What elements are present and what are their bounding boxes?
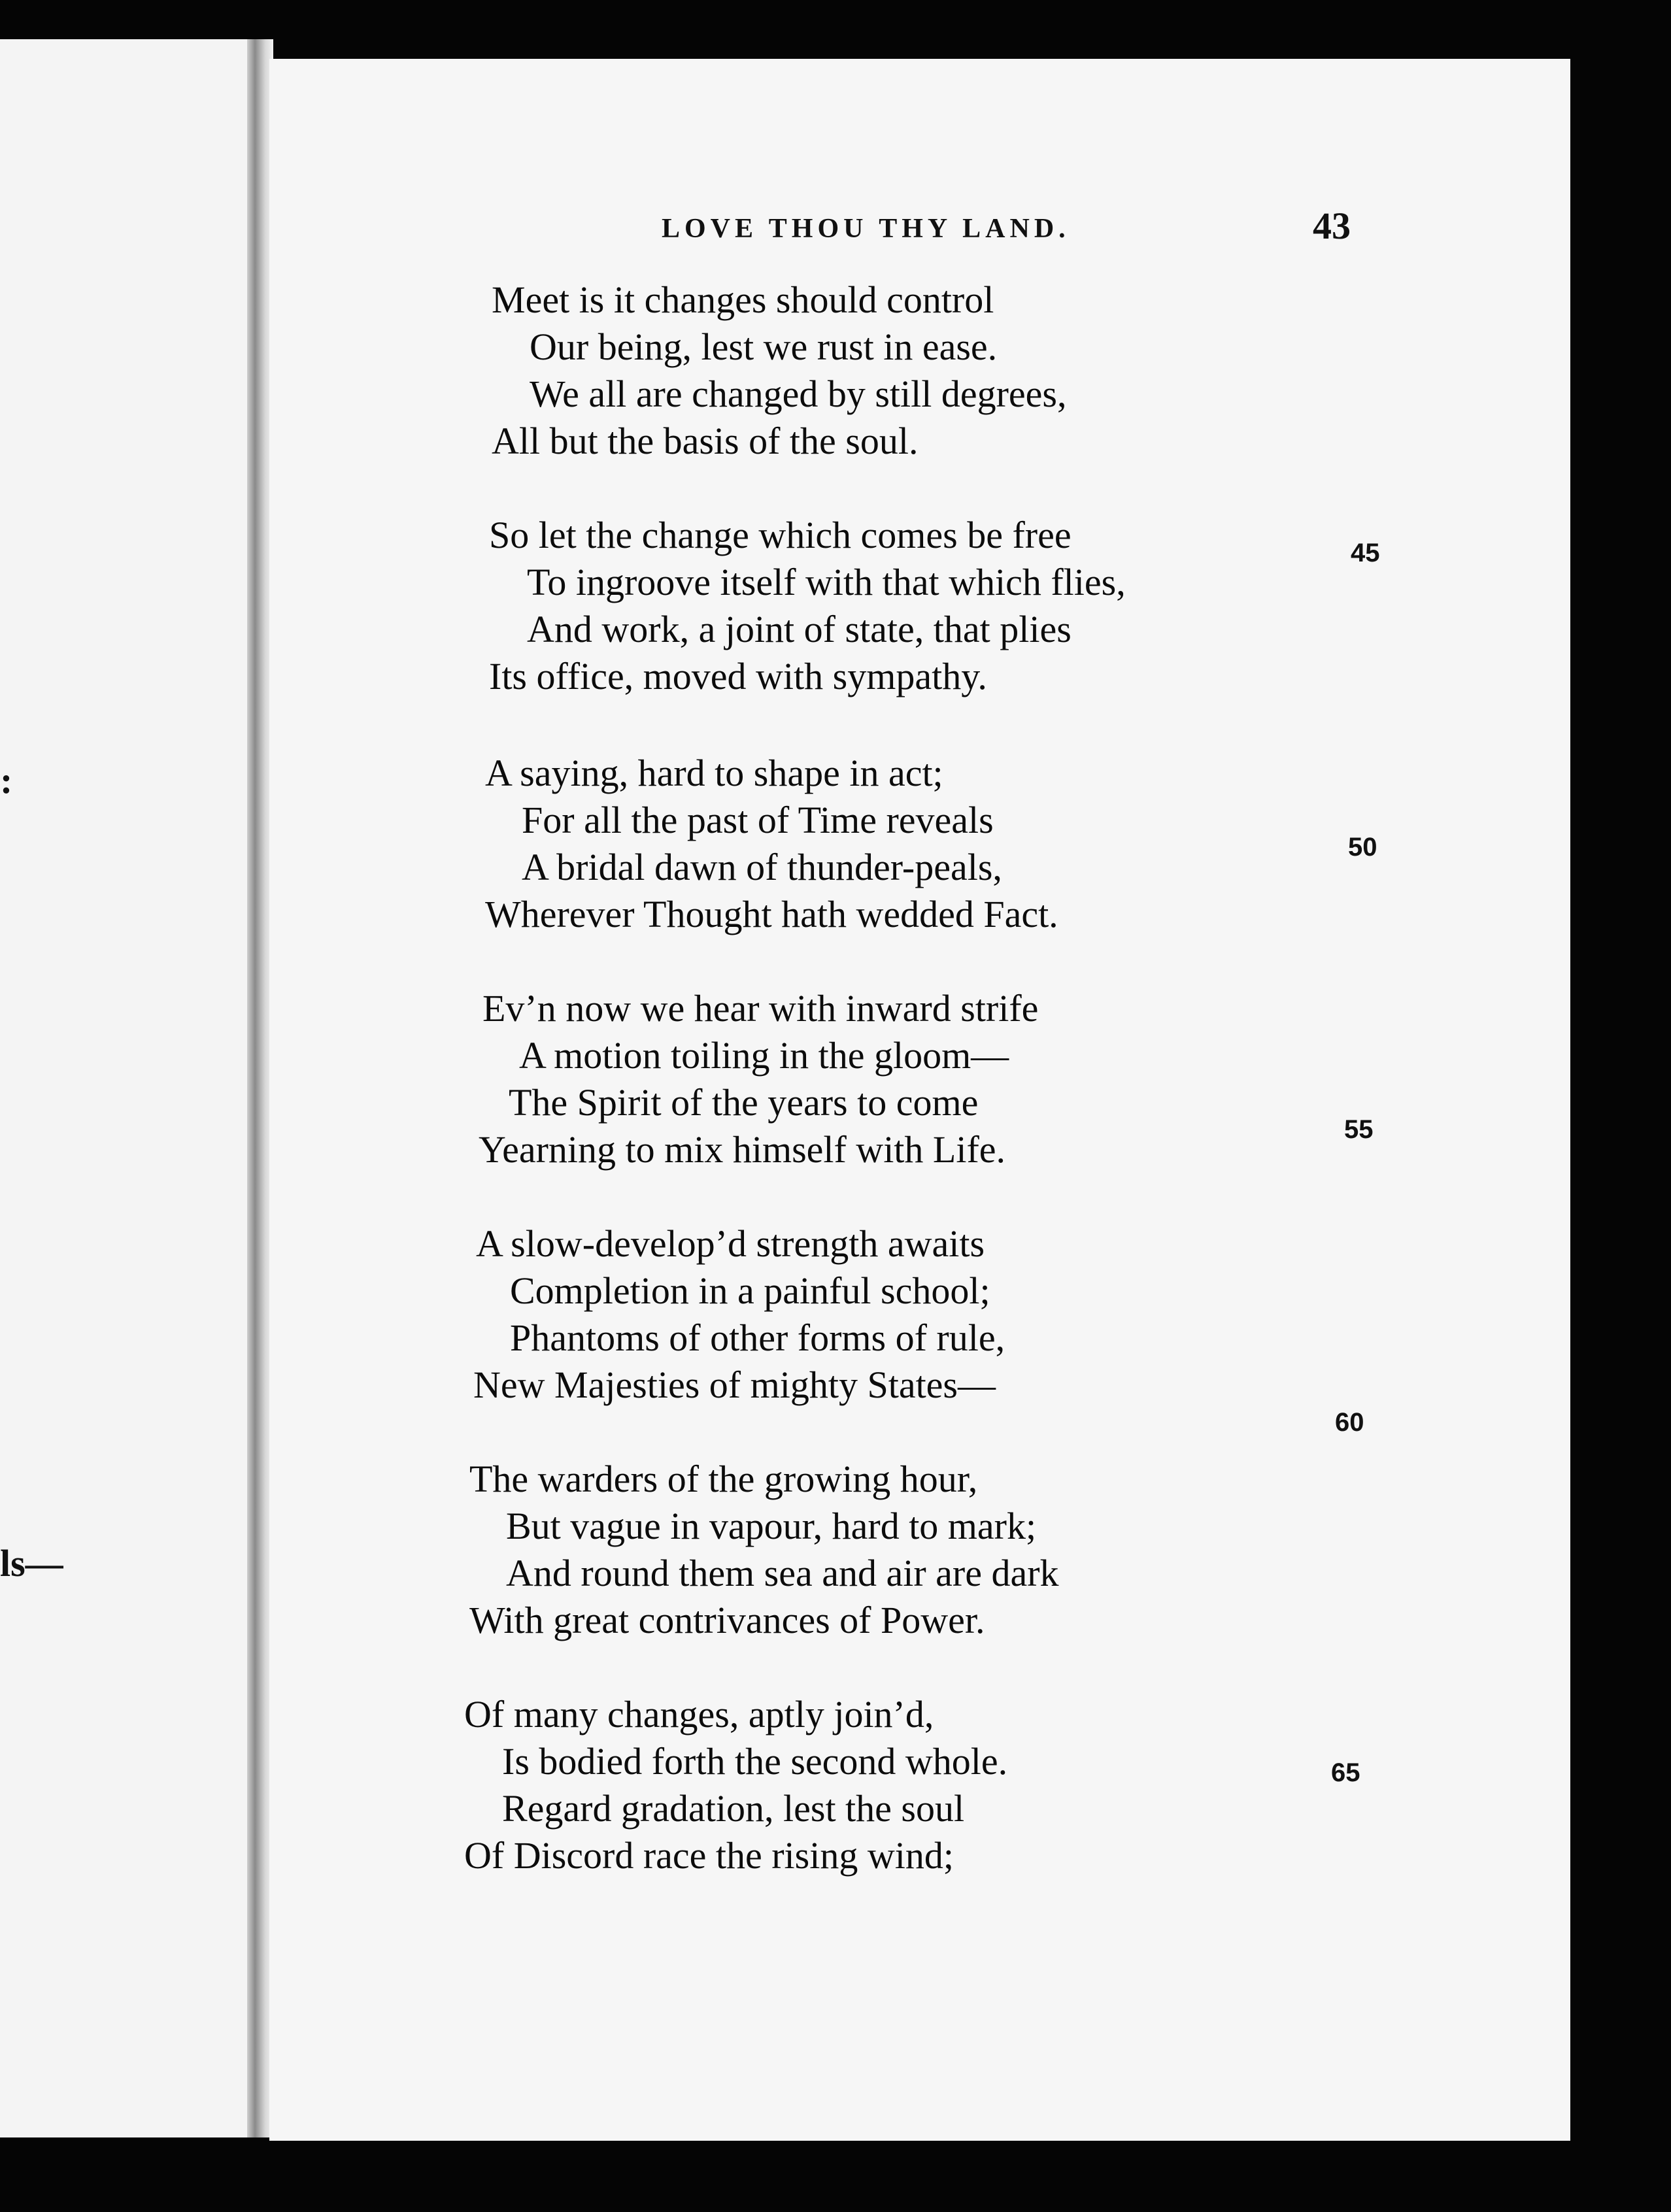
poem-line: And round them sea and air are dark bbox=[506, 1552, 1059, 1594]
poem-line: So let the change which comes be free bbox=[489, 514, 1072, 556]
left-page-fragment-colon: : bbox=[0, 759, 13, 801]
poem-line: Of many changes, aptly join’d, bbox=[464, 1693, 934, 1735]
page-number: 43 bbox=[1313, 205, 1351, 247]
poem-line: For all the past of Time reveals bbox=[522, 799, 994, 841]
poem-line: A bridal dawn of thunder-peals, bbox=[522, 846, 1002, 888]
right-page bbox=[269, 59, 1570, 2141]
poem-line: The Spirit of the years to come bbox=[509, 1081, 979, 1124]
poem-line: The warders of the growing hour, bbox=[469, 1458, 978, 1500]
poem-line: But vague in vapour, hard to mark; bbox=[506, 1505, 1037, 1547]
left-page-fragment-dash: ls— bbox=[0, 1542, 63, 1584]
poem-line: New Majesties of mighty States— bbox=[473, 1364, 996, 1406]
poem-body bbox=[269, 59, 1570, 2141]
line-number: 65 bbox=[1331, 1758, 1360, 1787]
poem-line: Ev’n now we hear with inward strife bbox=[482, 987, 1039, 1030]
line-number: 45 bbox=[1351, 539, 1380, 567]
line-number: 55 bbox=[1344, 1115, 1374, 1144]
line-number: 60 bbox=[1335, 1408, 1364, 1437]
poem-line: Our being, lest we rust in ease. bbox=[530, 326, 998, 368]
poem-line: Wherever Thought hath wedded Fact. bbox=[485, 893, 1058, 935]
poem-line: Is bodied forth the second whole. bbox=[502, 1740, 1008, 1783]
poem-line: Meet is it changes should control bbox=[492, 278, 994, 321]
line-number: 50 bbox=[1348, 833, 1377, 862]
poem-line: Phantoms of other forms of rule, bbox=[510, 1316, 1005, 1359]
poem-line: Yearning to mix himself with Life. bbox=[479, 1128, 1006, 1171]
poem-line: A saying, hard to shape in act; bbox=[485, 752, 943, 794]
poem-line: A motion toiling in the gloom— bbox=[519, 1034, 1009, 1077]
poem-line: With great contrivances of Power. bbox=[469, 1599, 985, 1641]
poem-line: All but the basis of the soul. bbox=[492, 420, 919, 462]
left-page-edge bbox=[0, 39, 256, 2137]
poem-line: To ingroove itself with that which flies, bbox=[527, 561, 1126, 603]
poem-line: And work, a joint of state, that plies bbox=[527, 608, 1072, 650]
running-title: LOVE THOU THY LAND. bbox=[662, 214, 1070, 244]
poem-line: We all are changed by still degrees, bbox=[530, 373, 1067, 415]
poem-line: Of Discord race the rising wind; bbox=[464, 1834, 954, 1877]
poem-line: Its office, moved with sympathy. bbox=[489, 655, 987, 697]
poem-line: Regard gradation, lest the soul bbox=[502, 1787, 965, 1830]
poem-line: Completion in a painful school; bbox=[510, 1269, 990, 1312]
poem-line: A slow-develop’d strength awaits bbox=[476, 1222, 985, 1265]
